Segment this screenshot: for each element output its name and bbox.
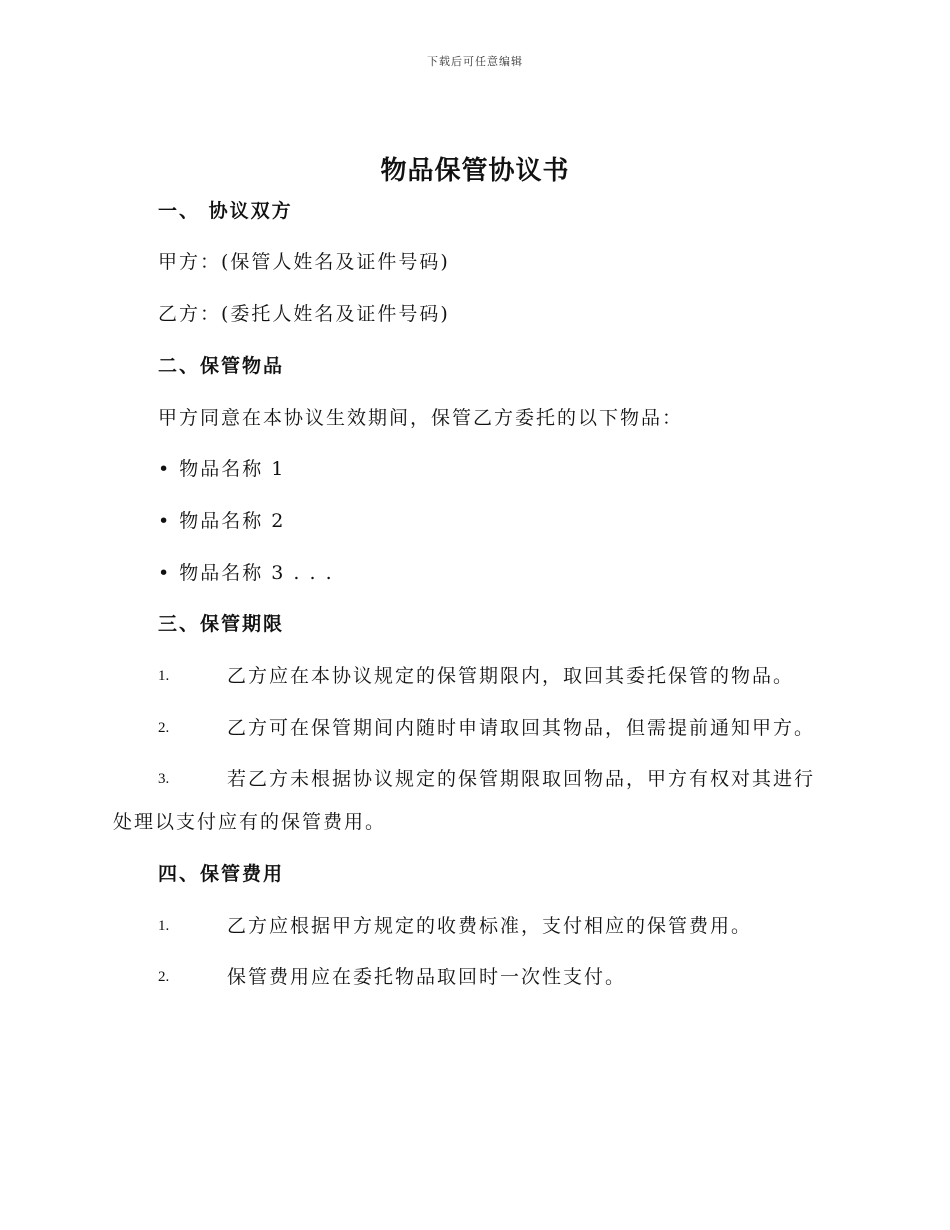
clause-text-continuation: 处理以支付应有的保管费用。 (113, 811, 387, 833)
clause-number: 2. (158, 969, 170, 985)
list-item: • 物品名称 3 . . . (158, 562, 334, 584)
document-title: 物品保管协议书 (380, 156, 570, 186)
clause-number: 3. (158, 771, 170, 787)
section-heading-items: 二、保管物品 (158, 355, 285, 377)
clause-number: 2. (158, 720, 170, 736)
clause-number: 1. (158, 668, 170, 684)
section-heading-fees: 四、保管费用 (158, 863, 285, 885)
clause-number: 1. (158, 918, 170, 934)
clause-text: 保管费用应在委托物品取回时一次性支付。 (227, 966, 627, 988)
page-header-note: 下载后可任意编辑 (427, 55, 523, 68)
items-intro: 甲方同意在本协议生效期间，保管乙方委托的以下物品： (158, 407, 684, 429)
list-item: • 物品名称 2 (158, 510, 286, 532)
party-a-line: 甲方：(保管人姓名及证件号码) (158, 251, 450, 273)
party-b-line: 乙方：(委托人姓名及证件号码) (158, 303, 450, 325)
clause-text: 乙方应根据甲方规定的收费标准，支付相应的保管费用。 (227, 915, 753, 937)
section-heading-parties: 一、 协议双方 (158, 200, 293, 222)
clause-text: 乙方可在保管期间内随时申请取回其物品，但需提前通知甲方。 (227, 717, 816, 739)
list-item: • 物品名称 1 (158, 458, 286, 480)
clause-text: 若乙方未根据协议规定的保管期限取回物品，甲方有权对其进行 (227, 768, 816, 790)
clause-text: 乙方应在本协议规定的保管期限内，取回其委托保管的物品。 (227, 665, 795, 687)
section-heading-term: 三、保管期限 (158, 613, 285, 635)
